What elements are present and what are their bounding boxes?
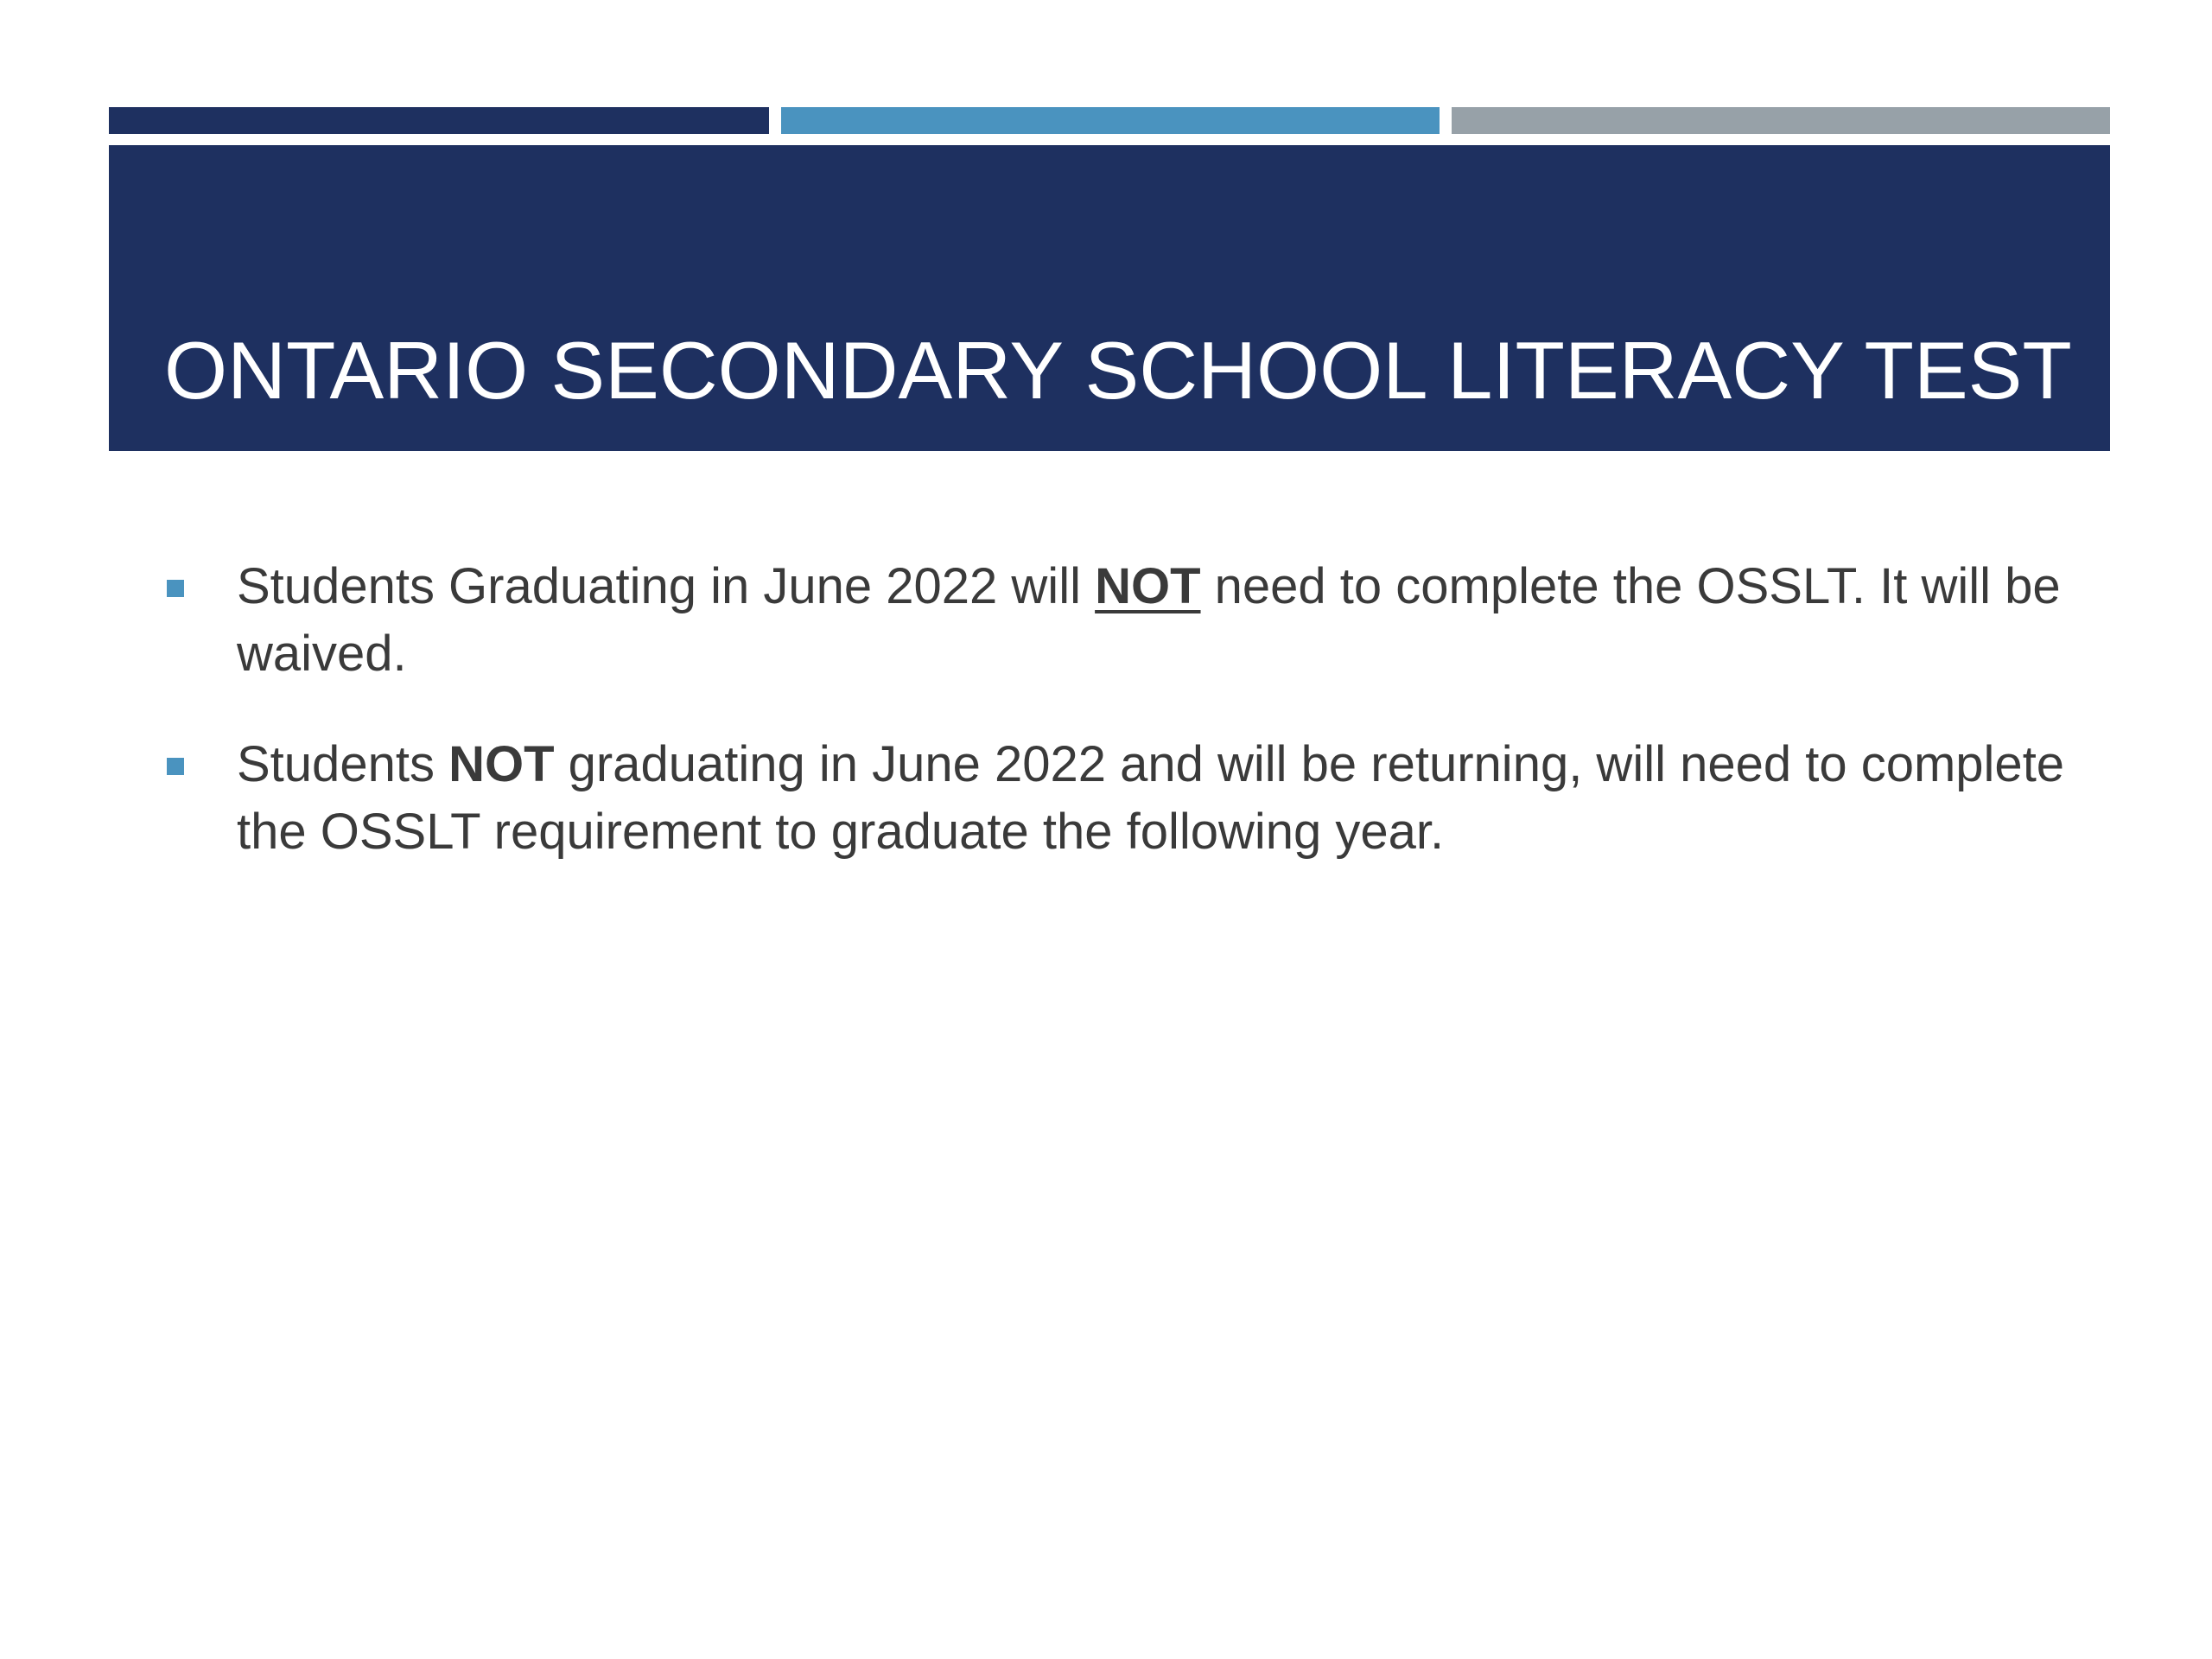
bullet-text-after: need to complete the OSSLT. It will be waived. xyxy=(237,558,2061,682)
bullet-text-after: graduating in June 2022 and will be returning, will need to complete the OSSLT requirement to graduate the following year. xyxy=(237,736,2065,860)
square-bullet-icon xyxy=(167,758,184,775)
accent-bar-navy xyxy=(109,107,769,134)
bullet-text-before: Students xyxy=(237,736,449,792)
title-band xyxy=(109,145,2110,451)
bullet-item-returning xyxy=(164,731,2074,866)
bullet-item-waived xyxy=(164,553,2074,688)
bullet-emphasis-not: NOT xyxy=(448,736,555,792)
bullet-text-before: Students Graduating in June 2022 will xyxy=(237,558,1096,614)
accent-bar-blue xyxy=(781,107,1440,134)
accent-bar-gray xyxy=(1452,107,2110,134)
bullet-list xyxy=(164,553,2074,909)
slide-title: ONTARIO SECONDARY SCHOOL LITERACY TEST xyxy=(164,325,2072,416)
bullet-emphasis-not: NOT xyxy=(1095,558,1201,614)
square-bullet-icon xyxy=(167,580,184,597)
